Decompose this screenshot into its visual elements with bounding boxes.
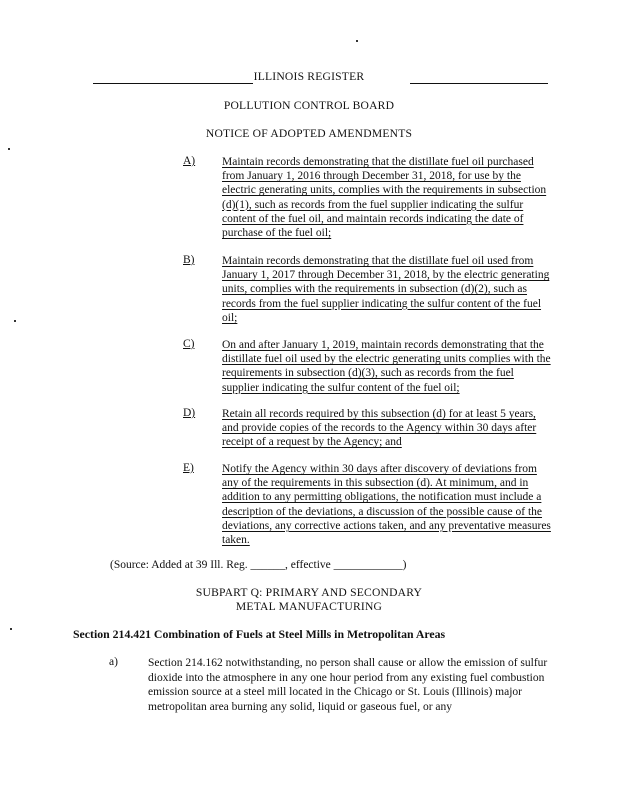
notice-title: NOTICE OF ADOPTED AMENDMENTS	[205, 127, 413, 140]
paragraph-label: a)	[109, 656, 118, 668]
scan-speck	[356, 40, 358, 42]
item-text: Maintain records demonstrating that the distillate fuel oil used from January 1, 2017 through December 31, 2018, by the electric generating units, complies with the requirements in subsection (d)(2), such as records from the fuel supplier indicating the sulfur content of the fuel oil;	[222, 255, 550, 324]
scan-speck	[14, 320, 16, 322]
paragraph-text: Section 214.162 notwithstanding, no person shall cause or allow the emission of sulfur dioxide into the atmosphere in any one hour period from any existing fuel combustion emission source at a steel mill located in the Chicago or St. Louis (Illinois) major metropolitan area burning any solid, liquid or gaseous fuel, or any	[148, 657, 548, 713]
item-text: Maintain records demonstrating that the distillate fuel oil purchased from January 1, 2016 through December 31, 2018, for use by the electric generating units, complies with the requirements in subsection (d)(1), such as records from the fuel supplier indicating the sulfur content of the fuel oil, and maintain records indicating the date of purchase of the fuel oil;	[222, 156, 547, 240]
item-label: D)	[183, 407, 196, 419]
section-heading: Section 214.421 Combination of Fuels at Steel Mills in Metropolitan Areas	[73, 627, 446, 641]
register-title: ILLINOIS REGISTER	[253, 70, 365, 83]
item-text: Notify the Agency within 30 days after discovery of deviations from any of the requirements in this subsection (d). At minimum, and in addition to any permitting obligations, the notification must include a description of the deviations, a discussion of the possible cause of the deviations, any corrective actions taken, and any preventative measures taken.	[222, 463, 551, 547]
subpart-title-line2: METAL MANUFACTURING	[235, 600, 383, 613]
item-label: A)	[183, 155, 196, 167]
header-rule-left	[93, 83, 253, 84]
header-rule-right	[410, 83, 548, 84]
subpart-title-line1: SUBPART Q: PRIMARY AND SECONDARY	[195, 586, 423, 599]
item-text: Retain all records required by this subsection (d) for at least 5 years, and provide copies of the records to the Agency within 30 days after receipt of a request by the Agency; and	[222, 408, 537, 449]
item-label: C)	[183, 338, 195, 350]
source-note: (Source: Added at 39 Ill. Reg. ______, effective ____________)	[110, 559, 407, 571]
item-text: On and after January 1, 2019, maintain records demonstrating that the distillate fuel oil used by the electric generating units complies with the requirements in subsection (d)(3), such as records from the fuel supplier indicating the sulfur content of the fuel oil;	[222, 339, 551, 394]
scan-speck	[10, 628, 12, 630]
board-title: POLLUTION CONTROL BOARD	[223, 99, 395, 112]
item-label: B)	[183, 254, 195, 266]
scan-speck	[8, 148, 10, 150]
item-label: E)	[183, 462, 194, 474]
